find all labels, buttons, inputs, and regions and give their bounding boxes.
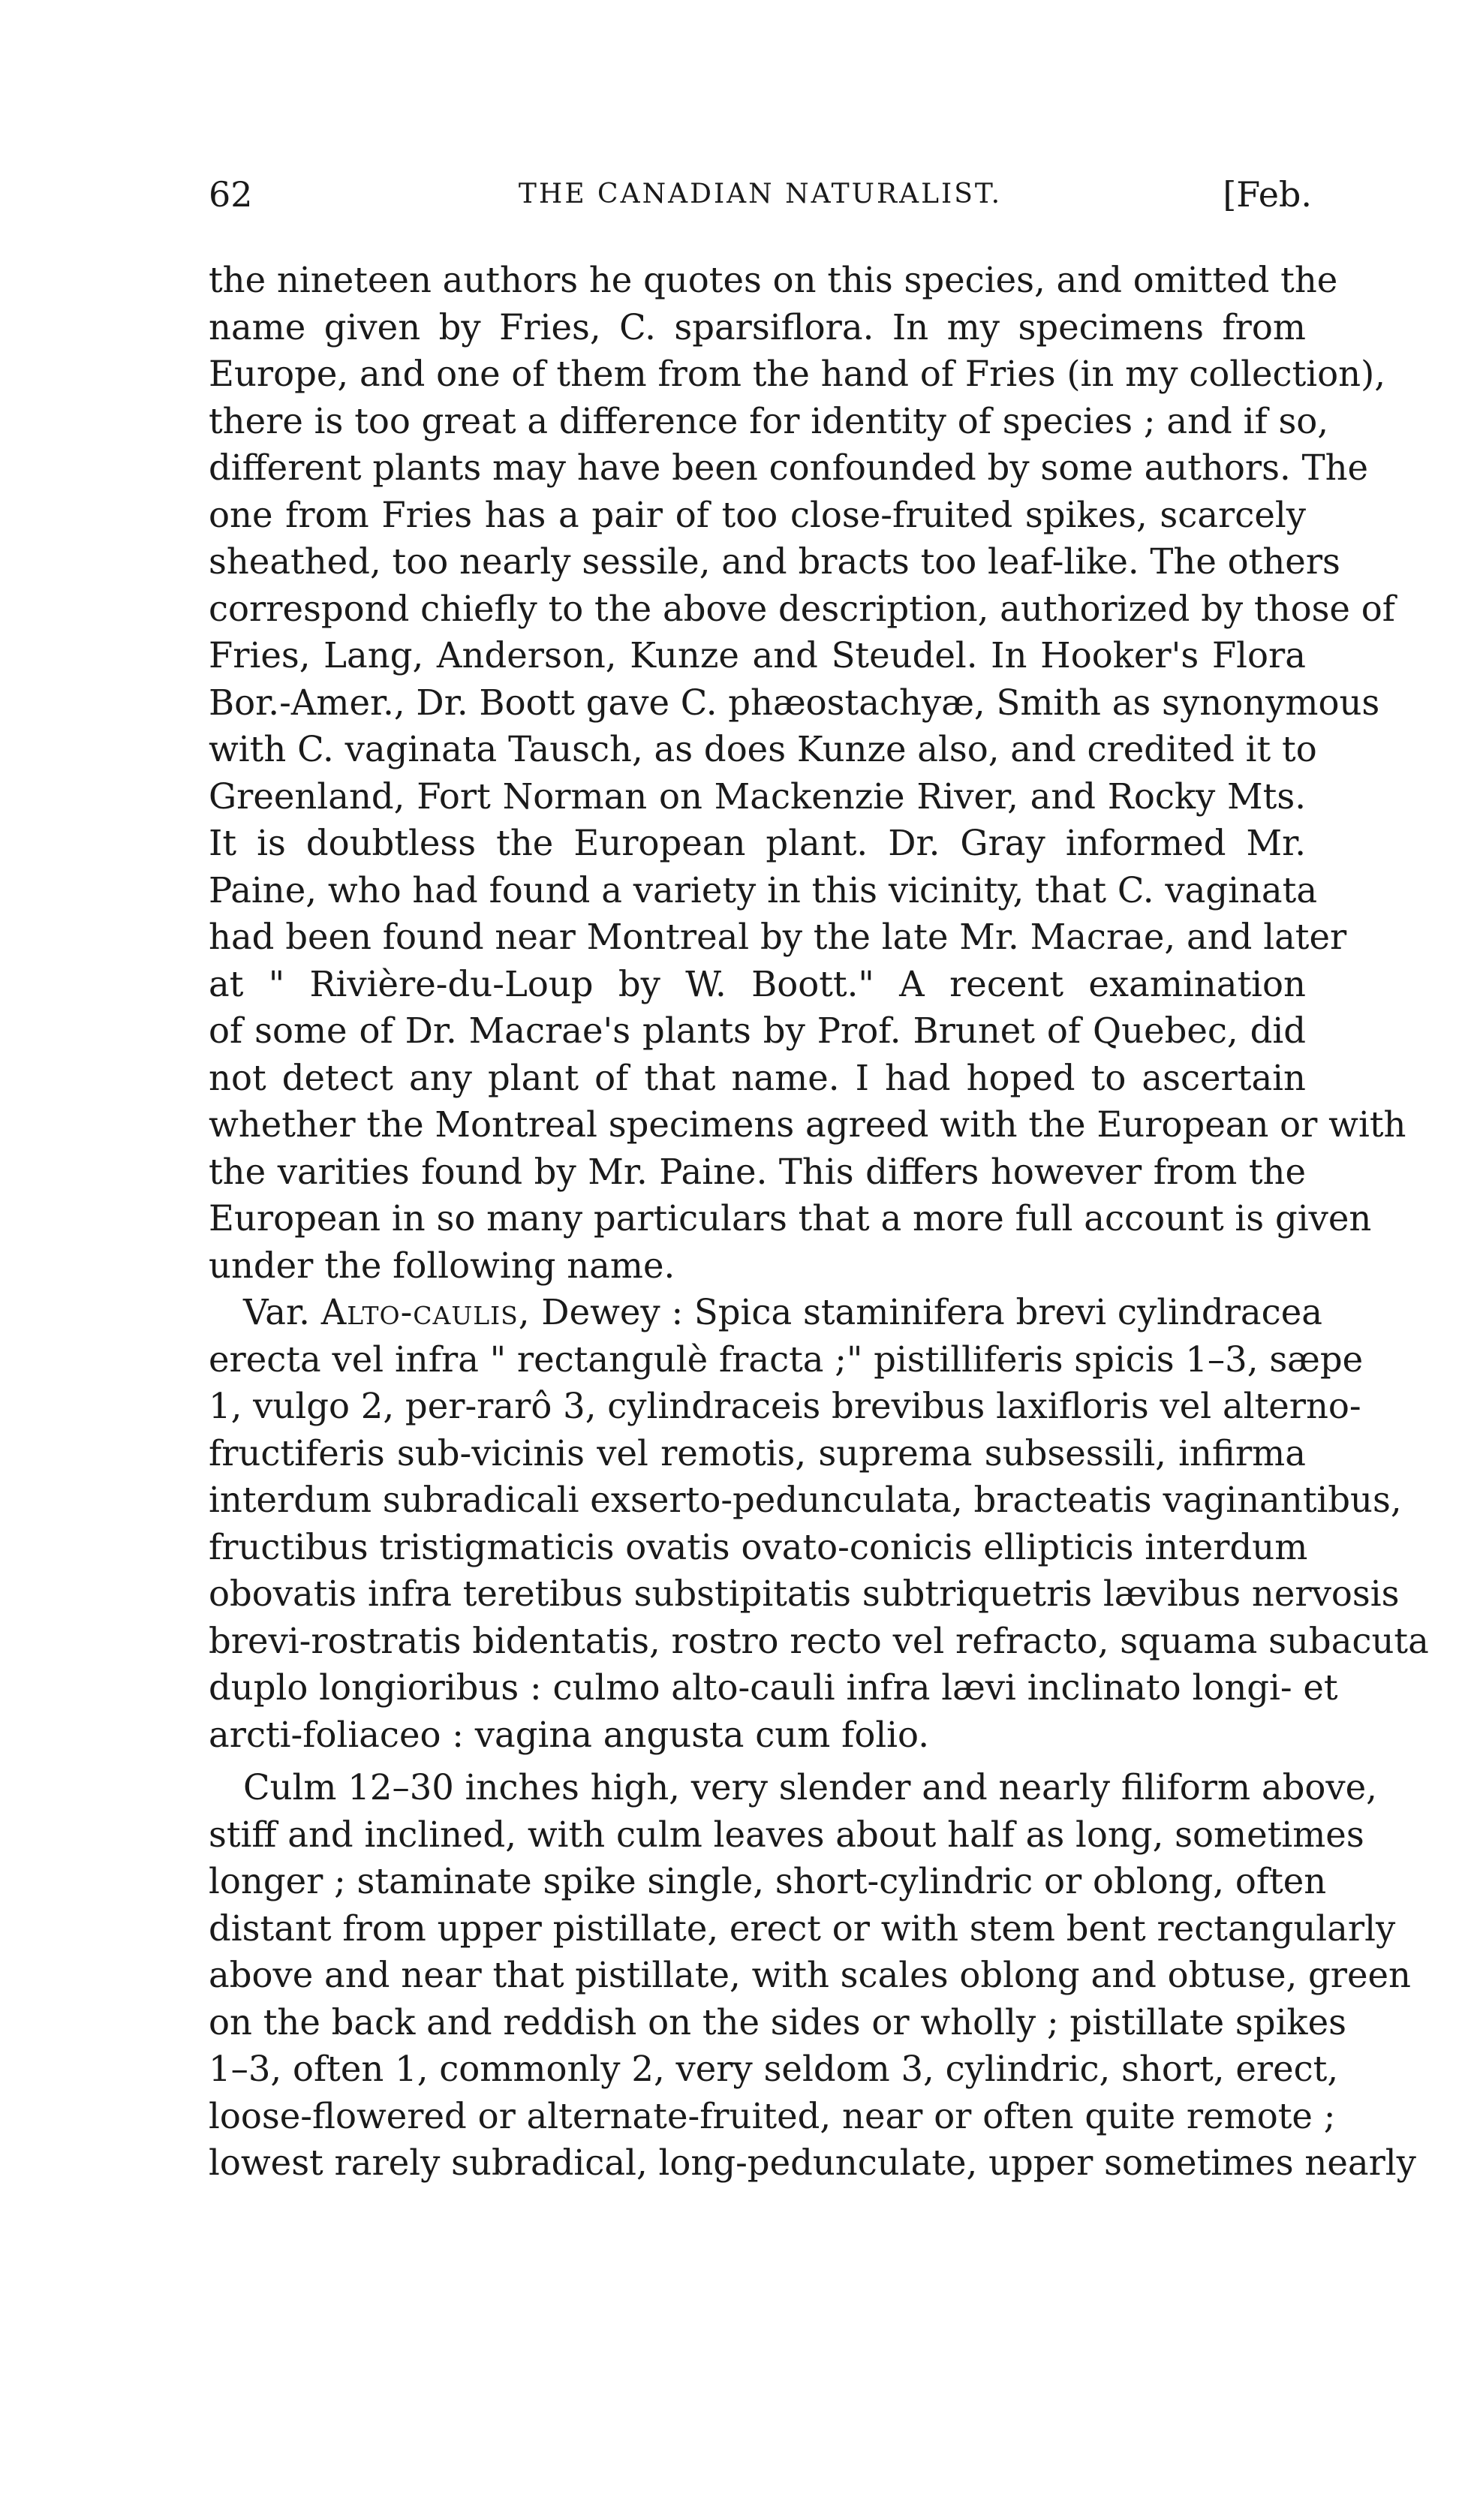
text-line: Europe, and one of them from the hand of Fries (in my collection),: [209, 354, 1386, 394]
issue-month: [Feb.: [1223, 174, 1312, 215]
paragraph-continued: [209, 257, 1406, 1289]
variety-lead-text: Dewey : Spica staminifera brevi cylindracea: [530, 1292, 1322, 1332]
text-line: interdum subradicali exserto-pedunculata, bracteatis vaginantibus,: [209, 1480, 1402, 1520]
text-line: duplo longioribus : culmo alto-cauli infra lævi inclinato longi- et: [209, 1667, 1338, 1708]
text-line: longer ; staminate spike single, short-cylindric or oblong, often: [209, 1861, 1327, 1901]
text-line: stiff and inclined, with culm leaves about half as long, sometimes: [209, 1814, 1364, 1855]
text-line: Greenland, Fort Norman on Mackenzie River, and Rocky Mts.: [209, 775, 1306, 817]
text-line: lowest rarely subradical, long-pedunculate, upper sometimes nearly: [209, 2142, 1416, 2183]
text-line: fructibus tristigmaticis ovatis ovato-conicis ellipticis interdum: [209, 1526, 1308, 1567]
text-line: distant from upper pistillate, erect or with stem bent rectangularly: [209, 1907, 1396, 1949]
text-line: there is too great a difference for identity of species ; and if so,: [209, 400, 1329, 441]
text-line: fructiferis sub-vicinis vel remotis, suprema subsessili, infirma: [209, 1432, 1306, 1474]
text-line: with C. vaginata Tausch, as does Kunze also, and credited it to: [209, 729, 1317, 769]
text-line: had been found near Montreal by the late Mr. Macrae, and later: [209, 917, 1347, 957]
text-line: Paine, who had found a variety in this vicinity, that C. vaginata: [209, 869, 1318, 911]
text-line: Fries, Lang, Anderson, Kunze and Steudel. In Hooker's Flora: [209, 635, 1306, 676]
english-description-paragraph: [209, 1764, 1416, 2187]
text-line: It is doubtless the European plant. Dr. Gray informed Mr.: [209, 823, 1306, 863]
text-line: the nineteen authors he quotes on this species, and omitted the: [209, 260, 1338, 300]
latin-description-paragraph: [209, 1289, 1429, 1758]
text-line: whether the Montreal specimens agreed with the European or with: [209, 1104, 1406, 1145]
variety-prefix: Var.: [243, 1292, 321, 1332]
text-line: of some of Dr. Macrae's plants by Prof. Brunet of Quebec, did: [209, 1010, 1306, 1051]
text-line: brevi-rostratis bidentatis, rostro recto vel refracto, squama subacuta: [209, 1620, 1429, 1661]
text-line: 1–3, often 1, commonly 2, very seldom 3, cylindric, short, erect,: [209, 2049, 1339, 2089]
page-number: 62: [209, 174, 253, 215]
text-line: correspond chiefly to the above description, authorized by those of: [209, 588, 1395, 629]
text-line: Bor.-Amer., Dr. Boott gave C. phæostachyæ, Smith as synonymous: [209, 682, 1380, 723]
text-line: loose-flowered or alternate-fruited, near or often quite remote ;: [209, 2095, 1336, 2136]
text-line: under the following name.: [209, 1245, 675, 1286]
text-line: Culm 12–30 inches high, very slender and nearly filiform above,: [243, 1767, 1377, 1808]
text-line: obovatis infra teretibus substipitatis subtriquetris lævibus nervosis: [209, 1573, 1400, 1614]
variety-name: Alto-caulis,: [320, 1292, 531, 1332]
text-line: at " Rivière-du-Loup by W. Boott." A recent examination: [209, 963, 1306, 1004]
text-line: [209, 1289, 1322, 1336]
running-head: [209, 174, 1312, 227]
text-line: different plants may have been confounded by some authors. The: [209, 447, 1369, 488]
text-line: not detect any plant of that name. I had hoped to ascertain: [209, 1057, 1306, 1098]
text-line: one from Fries has a pair of too close-fruited spikes, scarcely: [209, 494, 1306, 535]
text-line: European in so many particulars that a more full account is given: [209, 1198, 1372, 1239]
text-line: above and near that pistillate, with scales oblong and obtuse, green: [209, 1955, 1412, 1995]
journal-title: THE CANADIAN NATURALIST.: [518, 179, 1003, 209]
text-line: on the back and reddish on the sides or wholly ; pistillate spikes: [209, 2001, 1346, 2043]
text-line: arcti-foliaceo : vagina angusta cum folio.: [209, 1714, 930, 1755]
text-line: erecta vel infra " rectangulè fracta ;" pistilliferis spicis 1–3, sæpe: [209, 1338, 1364, 1380]
text-line: name given by Fries, C. sparsiflora. In my specimens from: [209, 306, 1306, 348]
body-text: [209, 257, 1429, 2187]
text-line: the varities found by Mr. Paine. This differs however from the: [209, 1151, 1306, 1192]
text-line: 1, vulgo 2, per-rarô 3, cylindraceis brevibus laxifloris vel alterno-: [209, 1386, 1361, 1426]
text-line: sheathed, too nearly sessile, and bracts too leaf-like. The others: [209, 541, 1340, 582]
